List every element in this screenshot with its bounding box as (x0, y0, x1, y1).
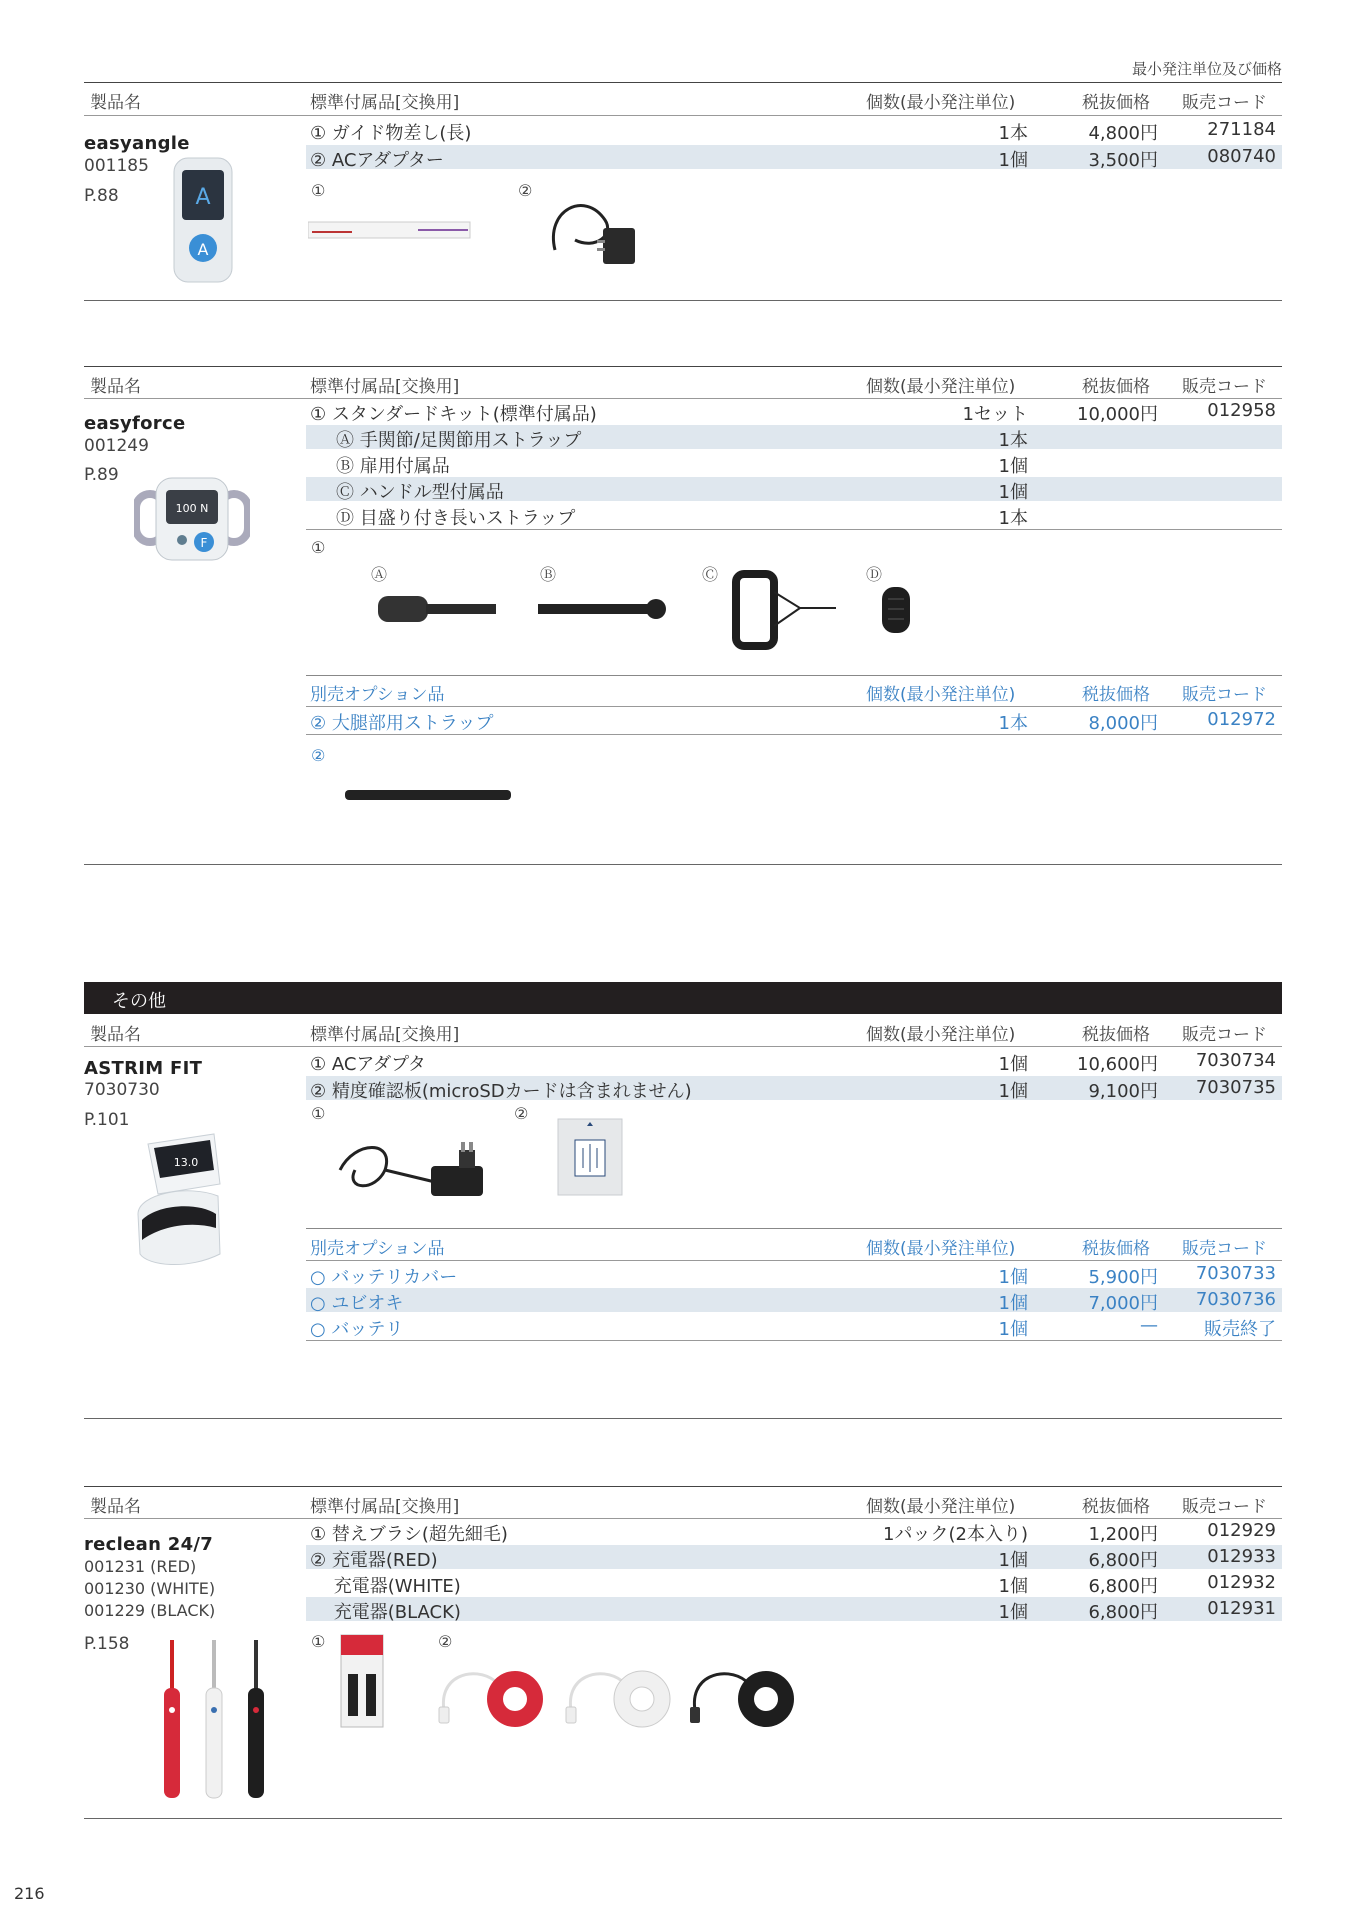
header-accessories: 標準付属品[交換用] (310, 1497, 460, 1517)
product-code-white: 001230 (WHITE) (84, 1579, 216, 1598)
marker: ① (311, 538, 326, 557)
marker: ② (311, 746, 326, 765)
header-code: 販売コード (1182, 1025, 1267, 1045)
product-page: P.158 (84, 1634, 130, 1654)
marker: Ⓐ (371, 565, 388, 584)
charger-white-image (562, 1655, 677, 1731)
product-code: 7030730 (84, 1080, 160, 1100)
divider (84, 366, 1282, 367)
ac-adapter-image (545, 190, 645, 270)
option-row: ② 大腿部用ストラップ 1本 8,000円 012972 (310, 709, 1276, 734)
option-row: ○ バッテリカバー 1個 5,900円 7030733 (310, 1263, 1276, 1288)
divider (84, 1486, 1282, 1487)
divider (306, 529, 1282, 530)
header-price: 税抜価格 (1082, 93, 1150, 113)
svg-text:A: A (197, 240, 209, 259)
table-row: ① ACアダプタ 1個 10,600円 7030734 (310, 1050, 1276, 1075)
header-name: 製品名 (90, 1497, 141, 1517)
divider (84, 1046, 1282, 1047)
charger-red-image (435, 1655, 550, 1731)
table-row: ② 精度確認板(microSDカードは含まれません) 1個 9,100円 7030735 (306, 1076, 1282, 1100)
options-header-price: 税抜価格 (1082, 1239, 1150, 1259)
product-name: easyangle (84, 133, 190, 154)
page-number: 216 (14, 1884, 45, 1903)
product-page: P.89 (84, 465, 119, 485)
table-row: ① ガイド物差し(長) 1本 4,800円 271184 (310, 119, 1276, 144)
table-row: Ⓒ ハンドル型付属品 1個 (306, 477, 1282, 501)
divider (84, 82, 1282, 83)
options-header-price: 税抜価格 (1082, 685, 1150, 705)
header-code: 販売コード (1182, 377, 1267, 397)
divider (84, 1418, 1282, 1419)
table-row: Ⓐ 手関節/足関節用ストラップ 1本 (306, 425, 1282, 449)
ruler-image (308, 220, 473, 242)
divider (306, 734, 1282, 735)
product-page: P.101 (84, 1110, 130, 1130)
divider (84, 300, 1282, 301)
product-code-black: 001229 (BLACK) (84, 1601, 216, 1620)
section-header: その他 (84, 982, 1282, 1014)
astrim-device-image (128, 1124, 232, 1274)
marker: ① (311, 1104, 326, 1123)
svg-text:13.0: 13.0 (173, 1156, 199, 1169)
svg-text:F: F (200, 536, 208, 550)
divider (84, 1818, 1282, 1819)
marker: Ⓑ (540, 565, 557, 584)
table-row: 充電器(BLACK) 1個 6,800円 012931 (306, 1597, 1282, 1621)
header-name: 製品名 (90, 1025, 141, 1045)
divider (306, 706, 1282, 707)
header-accessories: 標準付属品[交換用] (310, 93, 460, 113)
door-attachment-image (538, 594, 668, 624)
divider (84, 115, 1282, 116)
marker: ① (311, 181, 326, 200)
replacement-brush-image (340, 1634, 386, 1730)
astrim-ac-adapter-image (335, 1130, 495, 1202)
options-header-code: 販売コード (1182, 1239, 1267, 1259)
product-code: 001185 (84, 156, 149, 176)
header-qty: 個数(最小発注単位) (866, 1497, 1016, 1517)
header-qty: 個数(最小発注単位) (866, 93, 1016, 113)
divider (84, 864, 1282, 865)
table-row: ① スタンダードキット(標準付属品) 1セット 10,000円 012958 (310, 400, 1276, 425)
options-header-qty: 個数(最小発注単位) (866, 1239, 1016, 1259)
marker: ② (514, 1104, 529, 1123)
divider (306, 675, 1282, 676)
product-name: reclean 24/7 (84, 1534, 214, 1555)
options-header: 別売オプション品 (310, 1239, 445, 1259)
option-row: ○ ユビオキ 1個 7,000円 7030736 (306, 1288, 1282, 1312)
header-qty: 個数(最小発注単位) (866, 1025, 1016, 1045)
table-row: Ⓓ 目盛り付き長いストラップ 1本 (336, 508, 1028, 529)
options-header-code: 販売コード (1182, 685, 1267, 705)
header-code: 販売コード (1182, 1497, 1267, 1517)
toothbrush-set-image (158, 1640, 270, 1800)
marker: ② (518, 181, 533, 200)
table-row: Ⓑ 扉用付属品 1個 (336, 456, 1028, 477)
easyangle-device-image (172, 156, 236, 286)
header-price: 税抜価格 (1082, 377, 1150, 397)
options-header-qty: 個数(最小発注単位) (866, 685, 1016, 705)
marker: ① (311, 1632, 326, 1651)
header-price: 税抜価格 (1082, 1025, 1150, 1045)
svg-text:A: A (195, 185, 211, 210)
handle-attachment-image (730, 570, 840, 652)
table-row: ② 充電器(RED) 1個 6,800円 012933 (306, 1545, 1282, 1569)
divider (306, 1228, 1282, 1229)
header-qty: 個数(最小発注単位) (866, 377, 1016, 397)
calibration-board-image (557, 1118, 625, 1198)
product-name: ASTRIM FIT (84, 1058, 203, 1079)
product-name: easyforce (84, 413, 186, 434)
marker: Ⓒ (702, 565, 719, 584)
options-header: 別売オプション品 (310, 685, 445, 705)
price-note: 最小発注単位及び価格 (1131, 60, 1282, 78)
long-strap-image (880, 585, 914, 637)
divider (306, 1340, 1282, 1341)
header-name: 製品名 (90, 93, 141, 113)
header-code: 販売コード (1182, 93, 1267, 113)
option-row: ○ バッテリ 1個 — 販売終了 (310, 1315, 1276, 1340)
header-price: 税抜価格 (1082, 1497, 1150, 1517)
table-row: 充電器(WHITE) 1個 6,800円 012932 (310, 1572, 1276, 1597)
divider (306, 1260, 1282, 1261)
easyforce-device-image (134, 474, 250, 564)
product-code: 001249 (84, 436, 149, 456)
svg-text:100 N: 100 N (175, 502, 209, 515)
thigh-strap-image (345, 786, 515, 806)
wrist-strap-image (370, 590, 500, 630)
product-code-red: 001231 (RED) (84, 1557, 197, 1576)
table-row: ① 替えブラシ(超先細毛) 1パック(2本入り) 1,200円 012929 (310, 1520, 1276, 1545)
marker: ② (438, 1632, 453, 1651)
marker: Ⓓ (866, 565, 883, 584)
header-accessories: 標準付属品[交換用] (310, 377, 460, 397)
charger-black-image (686, 1655, 801, 1731)
header-accessories: 標準付属品[交換用] (310, 1025, 460, 1045)
product-page: P.88 (84, 186, 119, 206)
table-row: ② ACアダプター 1個 3,500円 080740 (306, 145, 1282, 169)
header-name: 製品名 (90, 377, 141, 397)
